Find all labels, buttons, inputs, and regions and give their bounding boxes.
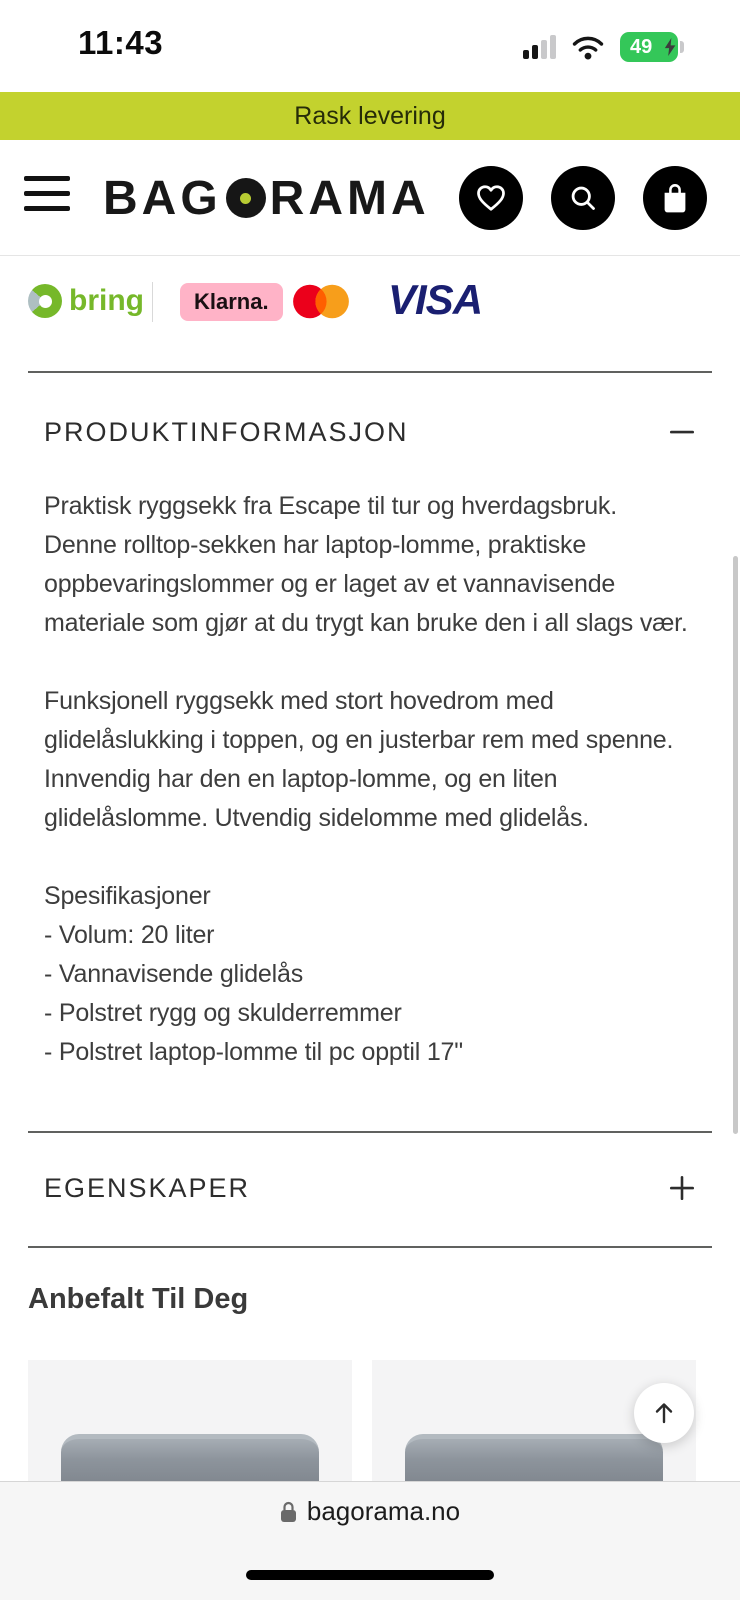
- spec-list: [44, 877, 696, 1072]
- battery-percent: 49: [630, 35, 653, 58]
- accordion-egenskaper[interactable]: [44, 1160, 696, 1216]
- spec-item: - Polstret laptop-lomme til pc opptil 17": [44, 1038, 463, 1066]
- mastercard-logo: [292, 283, 350, 320]
- wifi-icon: [570, 34, 606, 61]
- minus-icon: [668, 418, 696, 446]
- page-scrollbar[interactable]: [733, 556, 738, 1134]
- address-bar[interactable]: [0, 1496, 740, 1527]
- cellular-signal-icon: [523, 35, 556, 59]
- home-indicator[interactable]: [246, 1570, 494, 1580]
- klarna-logo-text: Klarna.: [194, 289, 269, 314]
- announcement-text: Rask levering: [294, 101, 446, 130]
- spec-heading: Spesifikasjoner: [44, 882, 211, 910]
- visa-logo: VISA: [388, 276, 483, 323]
- announcement-bar: [0, 92, 740, 140]
- logo-text-post: RAMA: [269, 171, 430, 225]
- hamburger-menu-icon[interactable]: [24, 176, 70, 211]
- spec-item: - Polstret rygg og skulderremmer: [44, 999, 402, 1027]
- lock-icon: [280, 1501, 297, 1523]
- cart-button[interactable]: [643, 166, 707, 230]
- browser-bottom-bar: [0, 1481, 740, 1600]
- bring-globe-icon: [28, 284, 62, 318]
- klarna-logo: [180, 283, 283, 321]
- plus-icon: [668, 1174, 696, 1202]
- header-actions: [459, 166, 707, 230]
- spec-item: - Volum: 20 liter: [44, 921, 215, 949]
- accordion-produktinformasjon[interactable]: [44, 404, 696, 460]
- charging-bolt-icon: [664, 38, 676, 56]
- heart-icon: [476, 184, 506, 212]
- bring-logo-text: bring: [69, 284, 144, 317]
- status-icons: [523, 32, 684, 62]
- status-time: 11:43: [78, 24, 164, 61]
- search-button[interactable]: [551, 166, 615, 230]
- search-icon: [569, 184, 597, 212]
- bag-icon: [661, 183, 689, 213]
- product-description: [44, 487, 696, 1072]
- spec-item: - Vannavisende glidelås: [44, 960, 303, 988]
- payment-logos-row: [0, 270, 740, 334]
- accordion-title: PRODUKTINFORMASJON: [44, 416, 409, 447]
- payment-divider: [152, 282, 153, 322]
- address-bar-url: bagorama.no: [306, 1496, 461, 1526]
- description-paragraph: Funksjonell ryggsekk med stort hovedrom med glidelåslukking i toppen, og en justerbar rem med spenne. Innvendig har den en laptop-lomme, og en liten glidelåslomme. Utvendig sidelomme med glidelås.: [44, 687, 674, 832]
- accordion-title: EGENSKAPER: [44, 1172, 251, 1203]
- arrow-up-icon: [653, 1401, 675, 1425]
- description-paragraph: Praktisk ryggsekk fra Escape til tur og hverdagsbruk. Denne rolltop-sekken har laptop-lomme, praktiske oppbevaringslommer og er laget av et vannavisende materiale som gjør at du trygt kan bruke den i all slags vær.: [44, 492, 688, 637]
- logo-o-icon: [226, 178, 266, 218]
- recommended-heading: Anbefalt Til Deg: [28, 1283, 249, 1315]
- status-bar: [0, 0, 740, 90]
- section-divider: [28, 371, 712, 373]
- scroll-to-top-button[interactable]: [634, 1383, 694, 1443]
- bring-logo: [28, 284, 144, 318]
- battery-icon: [620, 32, 684, 62]
- site-header: [0, 140, 740, 256]
- section-divider: [28, 1131, 712, 1133]
- logo-text-pre: BAG: [103, 171, 222, 225]
- wishlist-button[interactable]: [459, 166, 523, 230]
- section-divider: [28, 1246, 712, 1248]
- brand-logo[interactable]: [103, 140, 430, 256]
